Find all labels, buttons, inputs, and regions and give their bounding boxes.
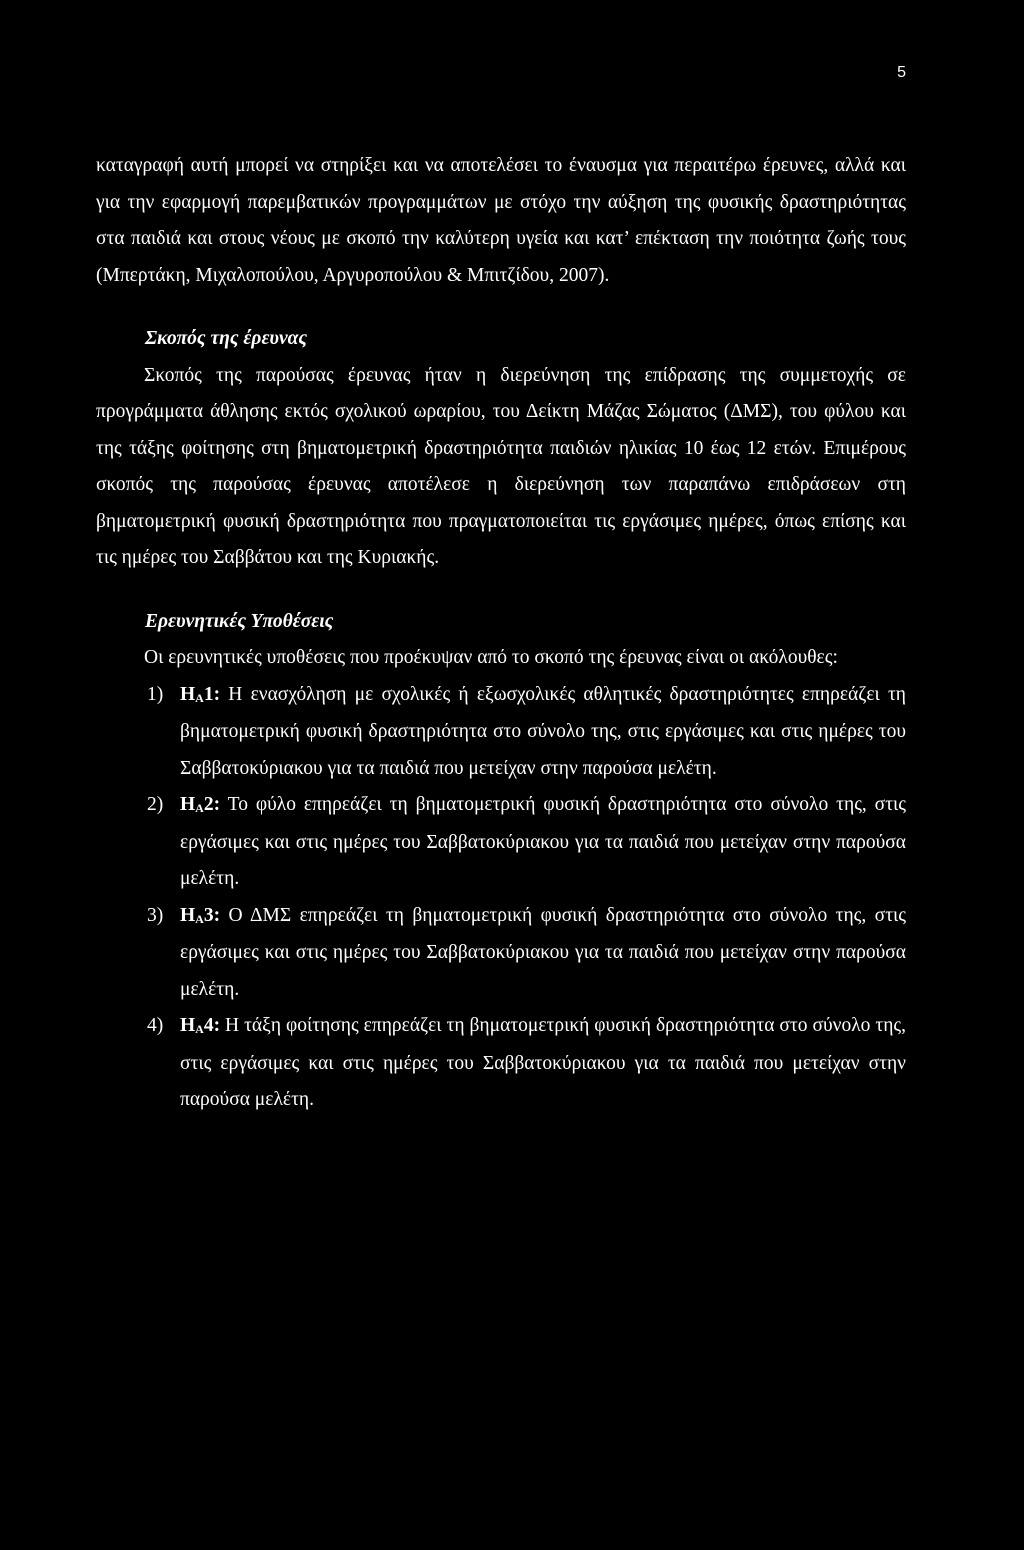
hypothesis-item (96, 898, 906, 1009)
page-number: 5 (897, 64, 906, 81)
hypothesis-item (96, 677, 906, 788)
hypothesis-label: $H_A1$: (180, 683, 221, 705)
hypothesis-text: Η ενασχόληση με σχολικές ή εξωσχολικές αθλητικές δραστηριότητες επηρεάζει τη βηματομετρική φυσική δραστηριότητα στο σύνολο της, στις εργάσιμες και στις ημέρες του Σαββατοκύριακου για τα παιδιά που μετείχαν στην παρούσα μελέτη. (180, 683, 906, 779)
hypotheses-list (96, 677, 906, 1119)
intro-paragraph: καταγραφή αυτή μπορεί να στηρίξει και να αποτελέσει το έναυσμα για περαιτέρω έρευνες, αλλά και για την εφαρμογή παρεμβατικών προγραμμάτων με στόχο την αύξηση της φυσικής δραστηριότητας στα παιδιά και στους νέους με σκοπό την καλύτερη υγεία και κατ’ επέκταση την ποιότητα ζωής τους (Μπερτάκη, Μιχαλοπούλου, Αργυροπούλου & Μπιτζίδου, 2007). (96, 155, 906, 286)
hypothesis-number: 4) (147, 1015, 164, 1036)
aim-paragraph: Σκοπός της παρούσας έρευνας ήταν η διερεύνηση της επίδρασης της συμμετοχής σε προγράμματα άθλησης εκτός σχολικού ωραρίου, του Δείκτη Μάζας Σώματος (ΔΜΣ), του φύλου και της τάξης φοίτησης στη βηματομετρική δραστηριότητα παιδιών ηλικίας 10 έως 12 ετών. Επιμέρους σκοπός της παρούσας έρευνας αποτέλεσε η διερεύνηση των παραπάνω επιδράσεων στη βηματομετρική φυσική δραστηριότητα που πραγματοποιείται τις εργάσιμες ημέρες, όπως επίσης και τις ημέρες του Σαββάτου και της Κυριακής. (96, 364, 906, 568)
hypothesis-text: Το φύλο επηρεάζει τη βηματομετρική φυσική δραστηριότητα στο σύνολο της, στις εργάσιμες και στις ημέρες του Σαββατοκύριακου για τα παιδιά που μετείχαν στην παρούσα μελέτη. (180, 794, 906, 889)
hypothesis-label: $H_A3$: (180, 904, 221, 926)
hypothesis-number: 3) (147, 904, 164, 926)
hypothesis-label: $H_A4$: (180, 1015, 221, 1036)
hypothesis-item (96, 787, 906, 898)
hypothesis-text: Η τάξη φοίτησης επηρεάζει τη βηματομετρική φυσική δραστηριότητα στο σύνολο της, στις εργάσιμες και στις ημέρες του Σαββατοκύριακου για τα παιδιά που μετείχαν στην παρούσα μελέτη. (180, 1015, 906, 1110)
section-heading-hypotheses: Ερευνητικές Υποθέσεις (145, 610, 334, 632)
hypothesis-number: 1) (147, 683, 164, 705)
hypothesis-number: 2) (147, 794, 164, 815)
hypotheses-intro: Οι ερευνητικές υποθέσεις που προέκυψαν από το σκοπό της έρευνας είναι οι ακόλουθες: (144, 647, 838, 668)
page-content (96, 148, 906, 1119)
hypothesis-item (96, 1008, 906, 1119)
hypothesis-label: $H_A2$: (180, 794, 221, 815)
section-heading-aim: Σκοπός της έρευνας (145, 328, 308, 349)
hypothesis-text: Ο ΔΜΣ επηρεάζει τη βηματομετρική φυσική δραστηριότητα στο σύνολο της, στις εργάσιμες και στις ημέρες του Σαββατοκύριακου για τα παιδιά που μετείχαν στην παρούσα μελέτη. (180, 904, 906, 1000)
